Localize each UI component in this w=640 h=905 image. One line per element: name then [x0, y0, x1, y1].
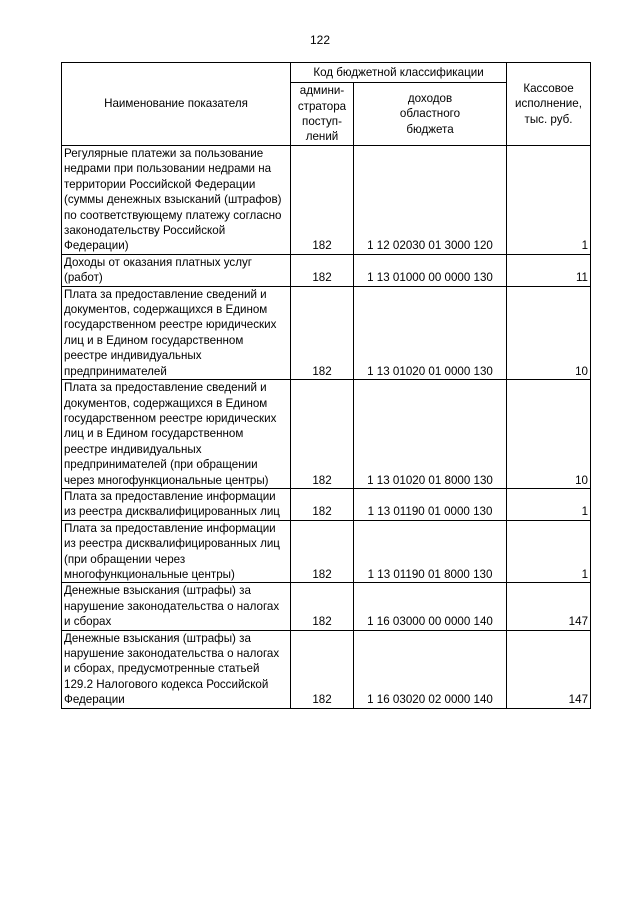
header-code-group: Код бюджетной классификации	[291, 63, 507, 83]
table-row	[62, 583, 591, 630]
table-row	[62, 254, 591, 286]
row-admin-code: 182	[291, 520, 354, 583]
row-admin-code: 182	[291, 380, 354, 489]
page-number: 122	[309, 33, 331, 47]
row-amount: 10	[507, 286, 591, 379]
row-budget-code: 1 13 01000 00 0000 130	[354, 254, 507, 286]
row-budget-code: 1 12 02030 01 3000 120	[354, 146, 507, 255]
row-amount: 10	[507, 380, 591, 489]
row-admin-code: 182	[291, 146, 354, 255]
row-admin-code: 182	[291, 254, 354, 286]
row-name: Плата за предоставление информации из реестра дисквалифицированных лиц	[62, 488, 291, 520]
row-budget-code: 1 13 01190 01 0000 130	[354, 488, 507, 520]
table-row	[62, 380, 591, 489]
row-budget-code: 1 13 01020 01 8000 130	[354, 380, 507, 489]
row-admin-code: 182	[291, 583, 354, 630]
row-amount: 1	[507, 146, 591, 255]
row-name: Доходы от оказания платных услуг (работ)	[62, 254, 291, 286]
header-revenue: доходов областного бюджета	[354, 83, 507, 146]
budget-table	[61, 62, 591, 709]
row-admin-code: 182	[291, 488, 354, 520]
row-admin-code: 182	[291, 630, 354, 708]
row-name: Денежные взыскания (штрафы) за нарушение законодательства о налогах и сборах, предусмотренные статьей 129.2 Налогового кодекса Российской Федерации	[62, 630, 291, 708]
row-name: Регулярные платежи за пользование недрами при пользовании недрами на территории Российской Федерации (суммы денежных взысканий (штрафов) по соответствующему платежу согласно законодательству Российской Федерации)	[62, 146, 291, 255]
table-row	[62, 286, 591, 379]
row-budget-code: 1 13 01190 01 8000 130	[354, 520, 507, 583]
row-amount: 1	[507, 488, 591, 520]
row-name: Плата за предоставление сведений и документов, содержащихся в Едином государственном реестре юридических лиц и в Едином государственном реестре индивидуальных предпринимателей (при обращении через многофункциональные центры)	[62, 380, 291, 489]
row-amount: 147	[507, 630, 591, 708]
row-name: Денежные взыскания (штрафы) за нарушение законодательства о налогах и сборах	[62, 583, 291, 630]
row-budget-code: 1 16 03020 02 0000 140	[354, 630, 507, 708]
row-budget-code: 1 16 03000 00 0000 140	[354, 583, 507, 630]
header-administrator: админи- стратора поступ- лений	[291, 83, 354, 146]
table-row	[62, 520, 591, 583]
row-budget-code: 1 13 01020 01 0000 130	[354, 286, 507, 379]
table-row	[62, 488, 591, 520]
header-execution: Кассовое исполнение, тыс. руб.	[507, 63, 591, 146]
row-admin-code: 182	[291, 286, 354, 379]
table-row	[62, 146, 591, 255]
row-amount: 1	[507, 520, 591, 583]
row-amount: 147	[507, 583, 591, 630]
table-row	[62, 630, 591, 708]
header-indicator-name: Наименование показателя	[62, 63, 291, 146]
row-amount: 11	[507, 254, 591, 286]
row-name: Плата за предоставление сведений и документов, содержащихся в Едином государственном реестре юридических лиц и в Едином государственном реестре индивидуальных предпринимателей	[62, 286, 291, 379]
row-name: Плата за предоставление информации из реестра дисквалифицированных лиц (при обращении через многофункциональные центры)	[62, 520, 291, 583]
